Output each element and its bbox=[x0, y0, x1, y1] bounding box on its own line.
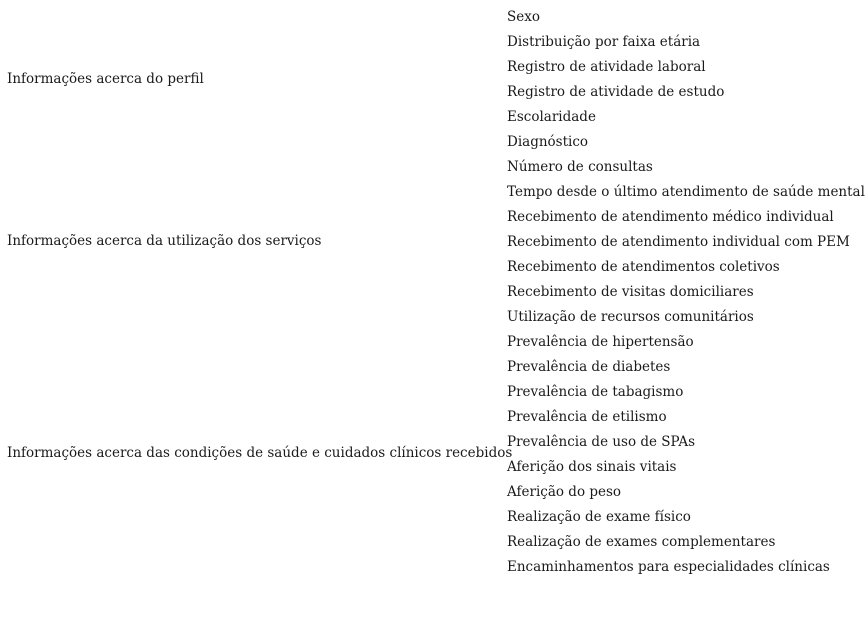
indicator-item: Recebimento de visitas domiciliares bbox=[507, 284, 754, 300]
indicator-item: Prevalência de uso de SPAs bbox=[507, 434, 696, 450]
indicator-item: Número de consultas bbox=[507, 159, 653, 175]
indicator-item: Prevalência de etilismo bbox=[507, 409, 667, 425]
indicator-item: Recebimento de atendimentos coletivos bbox=[507, 259, 780, 275]
indicator-item: Sexo bbox=[507, 9, 540, 25]
indicator-item: Prevalência de tabagismo bbox=[507, 384, 684, 400]
indicator-item: Escolaridade bbox=[507, 109, 596, 125]
category-label-condicoes-saude: Informações acerca das condições de saúde e cuidados clínicos recebidos bbox=[7, 445, 513, 461]
indicator-item: Recebimento de atendimento individual com PEM bbox=[507, 234, 850, 250]
indicator-item: Aferição dos sinais vitais bbox=[507, 459, 677, 475]
indicator-item: Tempo desde o último atendimento de saúde mental bbox=[507, 184, 865, 200]
category-label-perfil: Informações acerca do perfil bbox=[7, 71, 204, 87]
indicator-item: Distribuição por faixa etária bbox=[507, 34, 701, 50]
indicator-item: Diagnóstico bbox=[507, 134, 589, 150]
indicator-item: Realização de exame físico bbox=[507, 509, 691, 525]
indicator-list bbox=[507, 7, 865, 582]
category-label-servicos: Informações acerca da utilização dos serviços bbox=[7, 233, 322, 249]
indicator-item: Recebimento de atendimento médico individual bbox=[507, 209, 834, 225]
indicator-item: Encaminhamentos para especialidades clínicas bbox=[507, 559, 830, 575]
indicator-item: Prevalência de diabetes bbox=[507, 359, 671, 375]
indicator-item: Utilização de recursos comunitários bbox=[507, 309, 754, 325]
indicator-item: Realização de exames complementares bbox=[507, 534, 776, 550]
indicator-item: Prevalência de hipertensão bbox=[507, 334, 694, 350]
indicator-item: Registro de atividade de estudo bbox=[507, 84, 725, 100]
indicator-item: Aferição do peso bbox=[507, 484, 622, 500]
indicator-item: Registro de atividade laboral bbox=[507, 59, 706, 75]
